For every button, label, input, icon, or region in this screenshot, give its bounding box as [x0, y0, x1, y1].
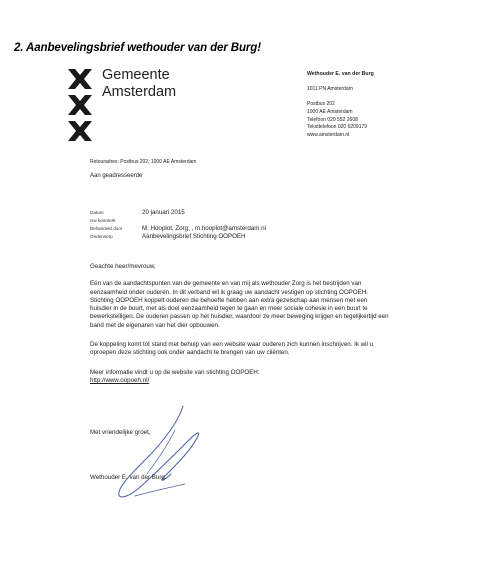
- info-line: Meer informatie vindt u op de website van stichting OOPOEH:: [90, 368, 260, 376]
- body-paragraph: De koppeling komt tot stand met behulp van een website waar ouderen zich kunnen inschrijven. Ik wil u oproepen deze stichting ook onder aandacht te brengen van uw cliënten.: [90, 341, 374, 357]
- sender-website: www.amsterdam.nl: [307, 131, 350, 138]
- closing: Met vriendelijke groet,: [90, 429, 151, 436]
- return-address: Retouradres: Postbus 202, 1000 AE Amsterdam: [90, 159, 197, 165]
- page-heading: 2. Aanbevelingsbrief wethouder van der Burg!: [14, 42, 261, 54]
- body-paragraph: Eén van de aandachtspunten van de gemeente en van mij als wethouder Zorg is het bestrijden van eenzaamheid onder ouderen. In dit verband wil ik graag uw aandacht vestigen op stichting OOPOEH. Stichting OOPOEH koppelt ouderen die behoefte hebben aan extra gezelschap aan mensen met een huisdier in de buurt, met als doel eenzaamheid tegen te gaan en meer sociale cohesie in een buurt te bewerkstelligen. De ouderen passen op het huisdier, waardoor ze meer beweging krijgen en tegelijkertijd een band met de eigenaren van het dier opbouwen.: [90, 280, 389, 329]
- sender-postcode: 1000 AE Amsterdam: [307, 108, 353, 115]
- meta-label-kenmerk: Uw kenmerk: [90, 218, 116, 223]
- andreas-cross-icon: [66, 68, 94, 90]
- salutation: Geachte heer/mevrouw,: [90, 263, 156, 270]
- sender-telefoon: Telefoon 020 552 2608: [307, 116, 358, 123]
- meta-value-datum: 20 januari 2015: [142, 208, 185, 216]
- meta-value-onderwerp: Aanbevelingsbrief Stichting OOPOEH: [142, 232, 246, 240]
- sender-address: 1011 PN Amsterdam: [307, 86, 353, 93]
- meta-label-behandeld: Behandeld door: [90, 226, 123, 231]
- logo-line-gemeente: Gemeente: [102, 67, 170, 83]
- logo-line-amsterdam: Amsterdam: [102, 84, 177, 100]
- andreas-cross-icon: [66, 94, 94, 116]
- meta-value-behandeld: M. Hooplot, Zorg, , m.hooplot@amsterdam.nl: [142, 224, 266, 232]
- meta-label-onderwerp: Onderwerp: [90, 234, 113, 239]
- sender-teksttelefoon: Teksttelefoon 020 6209179: [307, 124, 368, 131]
- addressee: Aan geadresseerde: [90, 173, 143, 179]
- oopoeh-website-link[interactable]: http://www.oopoeh.nl/: [90, 376, 150, 384]
- andreas-cross-icon: [66, 120, 94, 142]
- sender-block: [307, 71, 374, 139]
- handwritten-signature: [105, 400, 215, 510]
- signer-name: Wethouder E. van der Burg.: [90, 474, 167, 481]
- sender-name: Wethouder E. van der Burg: [307, 71, 374, 77]
- logo-wordmark: [102, 67, 176, 101]
- sender-postbus: Postbus 202: [307, 101, 335, 108]
- meta-label-datum: Datum: [90, 210, 104, 215]
- letter-body: [90, 263, 390, 385]
- info-block: [90, 369, 390, 386]
